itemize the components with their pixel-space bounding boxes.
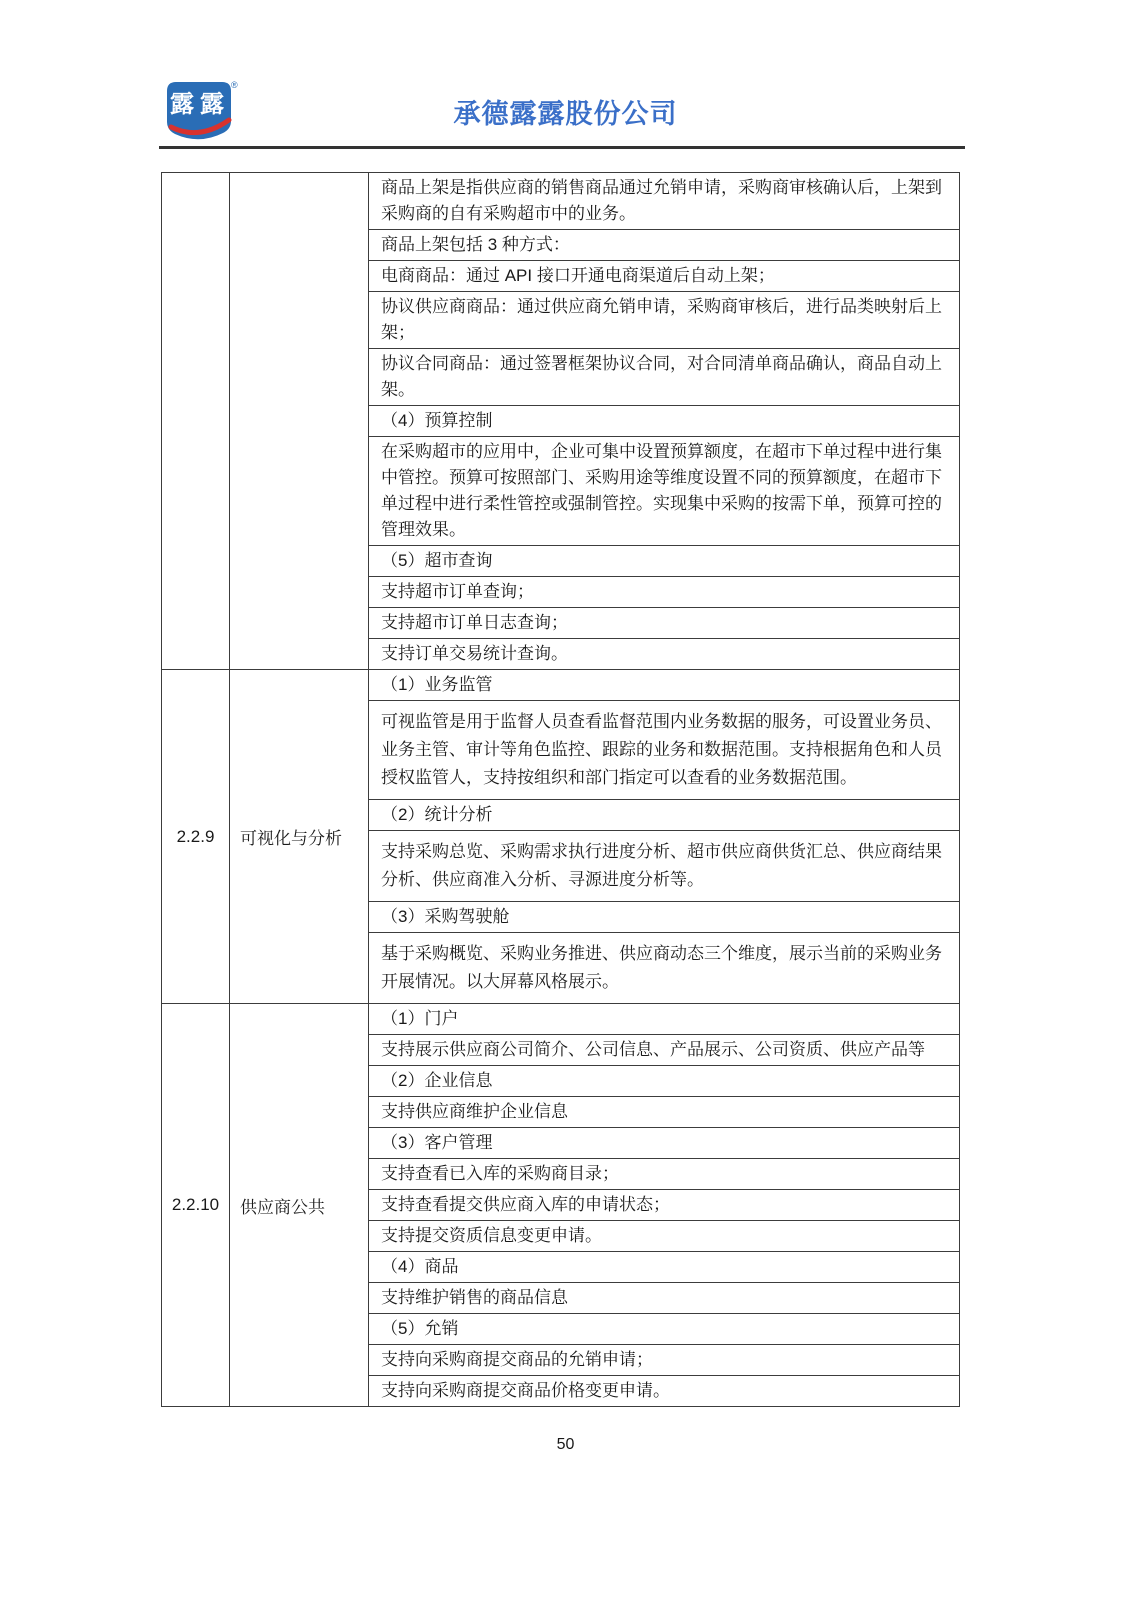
table-row: 支持超市订单查询； [369,576,959,607]
table-row: 商品上架是指供应商的销售商品通过允销申请，采购商审核确认后，上架到采购商的自有采购超市中的业务。 [381,178,942,223]
page-number: 50 [556,1436,575,1453]
section-number-cell: 2.2.10 [162,1004,230,1406]
table-row: 支持超市订单日志查询； [369,607,959,638]
table-row: 商品上架包括 3 种方式： [369,229,959,260]
table-row: 支持查看已入库的采购商目录； [369,1158,959,1189]
section-content [369,173,959,669]
company-title: 承德露露股份公司 [453,99,678,129]
section-name-cell: 供应商公共 [230,1004,369,1406]
table-row: （3）客户管理 [369,1127,959,1158]
section-name-cell [230,173,369,669]
table-row: 可视监管是用于监督人员查看监督范围内业务数据的服务，可设置业务员、业务主管、审计等角色监控、跟踪的业务和数据范围。支持根据角色和人员授权监管人，支持按组织和部门指定可以查看的业务数据范围。 [369,700,959,799]
table-row: （5）允销 [369,1313,959,1344]
logo-char-2: 露 [200,91,224,118]
logo-char-1: 露 [170,91,194,118]
table-row: （1）门户 [381,1009,459,1028]
table-row: 支持供应商维护企业信息 [369,1096,959,1127]
table-row: 协议供应商商品：通过供应商允销申请，采购商审核后，进行品类映射后上架； [369,291,959,348]
page-header [0,0,1131,172]
section-content [369,1004,959,1406]
table-row: 支持维护销售的商品信息 [369,1282,959,1313]
section-content [369,670,959,1003]
table-row: 电商商品：通过 API 接口开通电商渠道后自动上架； [369,260,959,291]
table-row: 支持展示供应商公司简介、公司信息、产品展示、公司资质、供应产品等 [369,1034,959,1065]
table-group-continuation [162,173,959,669]
table-row: （2）企业信息 [369,1065,959,1096]
table-row: 支持订单交易统计查询。 [369,638,959,669]
header-divider [159,146,965,149]
table-row: 协议合同商品：通过签署框架协议合同，对合同清单商品确认，商品自动上架。 [369,348,959,405]
table-row: （4）预算控制 [369,405,959,436]
table-row: 支持查看提交供应商入库的申请状态； [369,1189,959,1220]
table-row: 支持提交资质信息变更申请。 [369,1220,959,1251]
table-row: 在采购超市的应用中，企业可集中设置预算额度，在超市下单过程中进行集中管控。预算可按照部门、采购用途等维度设置不同的预算额度，在超市下单过程中进行柔性管控或强制管控。实现集中采购的按需下单，预算可控的管理效果。 [369,436,959,545]
table-row: 基于采购概览、采购业务推进、供应商动态三个维度，展示当前的采购业务开展情况。以大屏幕风格展示。 [369,932,959,1003]
requirements-table [161,172,960,1407]
table-row: （2）统计分析 [369,799,959,830]
table-row: 支持向采购商提交商品价格变更申请。 [369,1375,959,1406]
section-number-cell: 2.2.9 [162,670,230,1003]
table-group-2-2-9 [162,669,959,1003]
table-row: 支持向采购商提交商品的允销申请； [369,1344,959,1375]
section-number-cell [162,173,230,669]
table-row: 支持采购总览、采购需求执行进度分析、超市供应商供货汇总、供应商结果分析、供应商准入分析、寻源进度分析等。 [369,830,959,901]
page-footer [0,1436,1131,1454]
table-row: （1）业务监管 [381,675,493,694]
registered-trademark-icon: ® [231,80,238,90]
section-name-cell: 可视化与分析 [230,670,369,1003]
table-row: （3）采购驾驶舱 [369,901,959,932]
table-row: （5）超市查询 [369,545,959,576]
table-row: （4）商品 [369,1251,959,1282]
table-group-2-2-10 [162,1003,959,1406]
